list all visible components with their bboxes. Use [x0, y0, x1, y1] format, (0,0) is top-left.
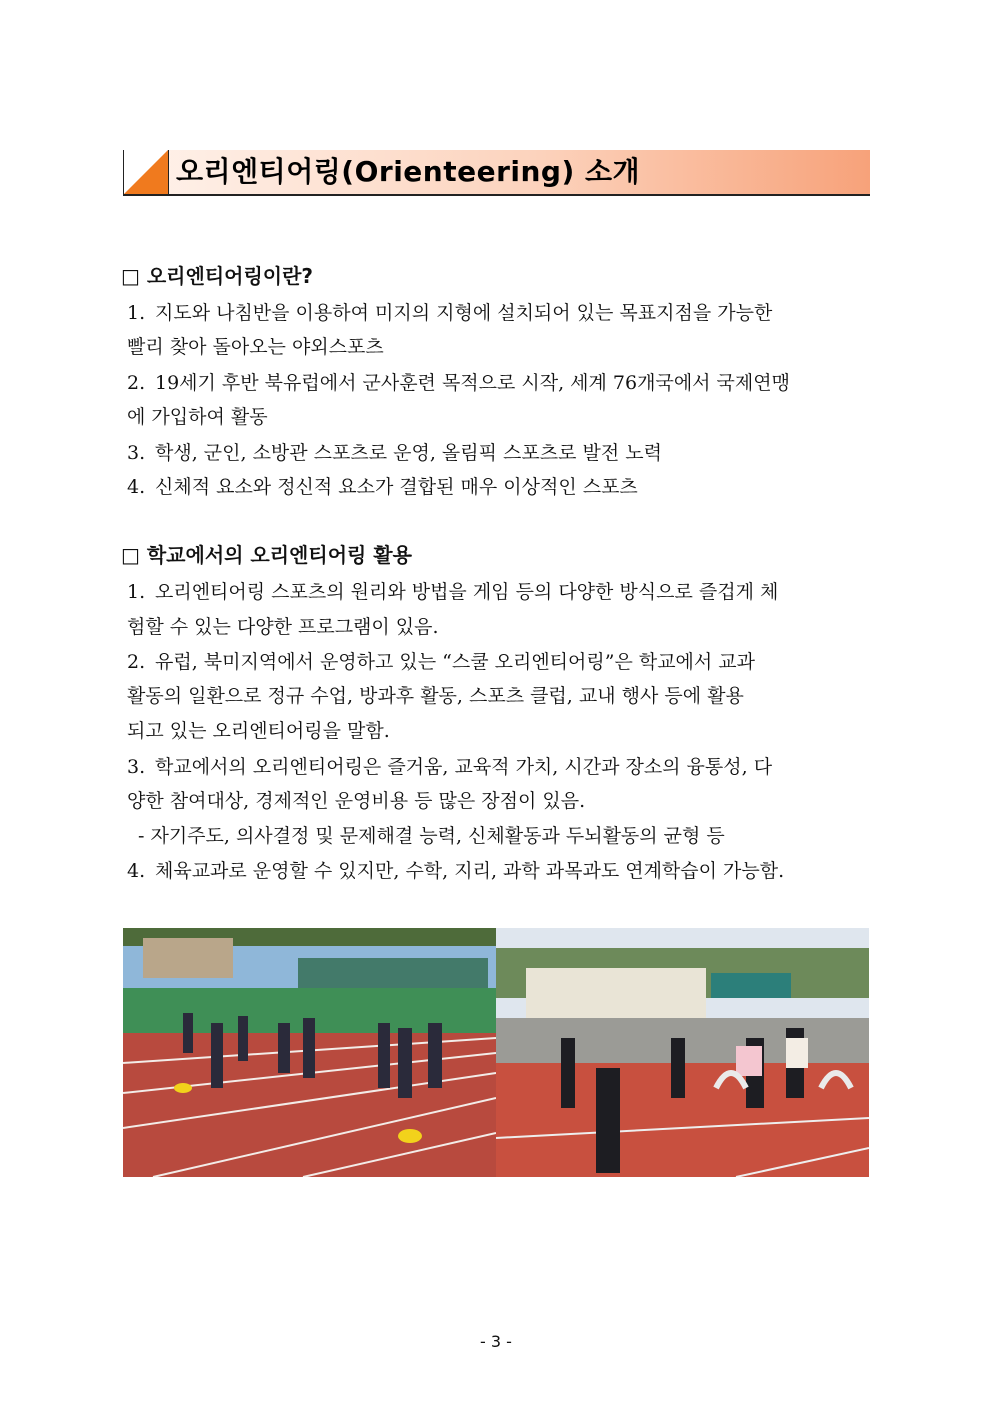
page-number: - 3 -: [480, 1332, 512, 1351]
list-item-continuation: 빨리 찾아 돌아오는 야외스포츠: [127, 336, 384, 358]
sub-item: - 자기주도, 의사결정 및 문제해결 능력, 신체활동과 두뇌활동의 균형 등: [138, 825, 725, 847]
list-item-continuation: 활동의 일환으로 정규 수업, 방과후 활동, 스포츠 클럽, 교내 행사 등에 활용: [127, 685, 744, 707]
list-item: 3. 학교에서의 오리엔티어링은 즐거움, 교육적 가치, 시간과 장소의 융통성, 다: [127, 756, 773, 778]
list-item-continuation: 험할 수 있는 다양한 프로그램이 있음.: [127, 616, 439, 638]
list-item: 2. 19세기 후반 북유럽에서 군사훈련 목적으로 시작, 세계 76개국에서 국제연맹: [127, 372, 790, 394]
list-item: 3. 학생, 군인, 소방관 스포츠로 운영, 올림픽 스포츠로 발전 노력: [127, 442, 662, 464]
list-item: 4. 신체적 요소와 정신적 요소가 결합된 매우 이상적인 스포츠: [127, 476, 638, 498]
list-item-continuation: 되고 있는 오리엔티어링을 말함.: [127, 720, 390, 742]
photo-track-running-icon: [496, 928, 869, 1177]
list-item: 1. 지도와 나침반을 이용하여 미지의 지형에 설치되어 있는 목표지점을 가능한: [127, 302, 773, 324]
section2-heading: □ 학교에서의 오리엔티어링 활용: [121, 543, 412, 567]
list-item-continuation: 양한 참여대상, 경제적인 운영비용 등 많은 장점이 있음.: [127, 790, 586, 812]
photo-strip: [123, 928, 869, 1177]
list-item: 4. 체육교과로 운영할 수 있지만, 수학, 지리, 과학 과목과도 연계학습이 가능함.: [127, 860, 785, 882]
page-title: 오리엔티어링(Orienteering) 소개: [176, 155, 641, 188]
photo-track-field-icon: [123, 928, 496, 1177]
title-bar: [123, 150, 870, 196]
orienteering-flag-icon: [124, 150, 169, 194]
list-item: 1. 오리엔티어링 스포츠의 원리와 방법을 게임 등의 다양한 방식으로 즐겁게 체: [127, 581, 779, 603]
list-item: 2. 유럽, 북미지역에서 운영하고 있는 “스쿨 오리엔티어링”은 학교에서 교과: [127, 651, 756, 673]
section1-heading: □ 오리엔티어링이란?: [121, 264, 314, 288]
list-item-continuation: 에 가입하여 활동: [127, 406, 268, 428]
